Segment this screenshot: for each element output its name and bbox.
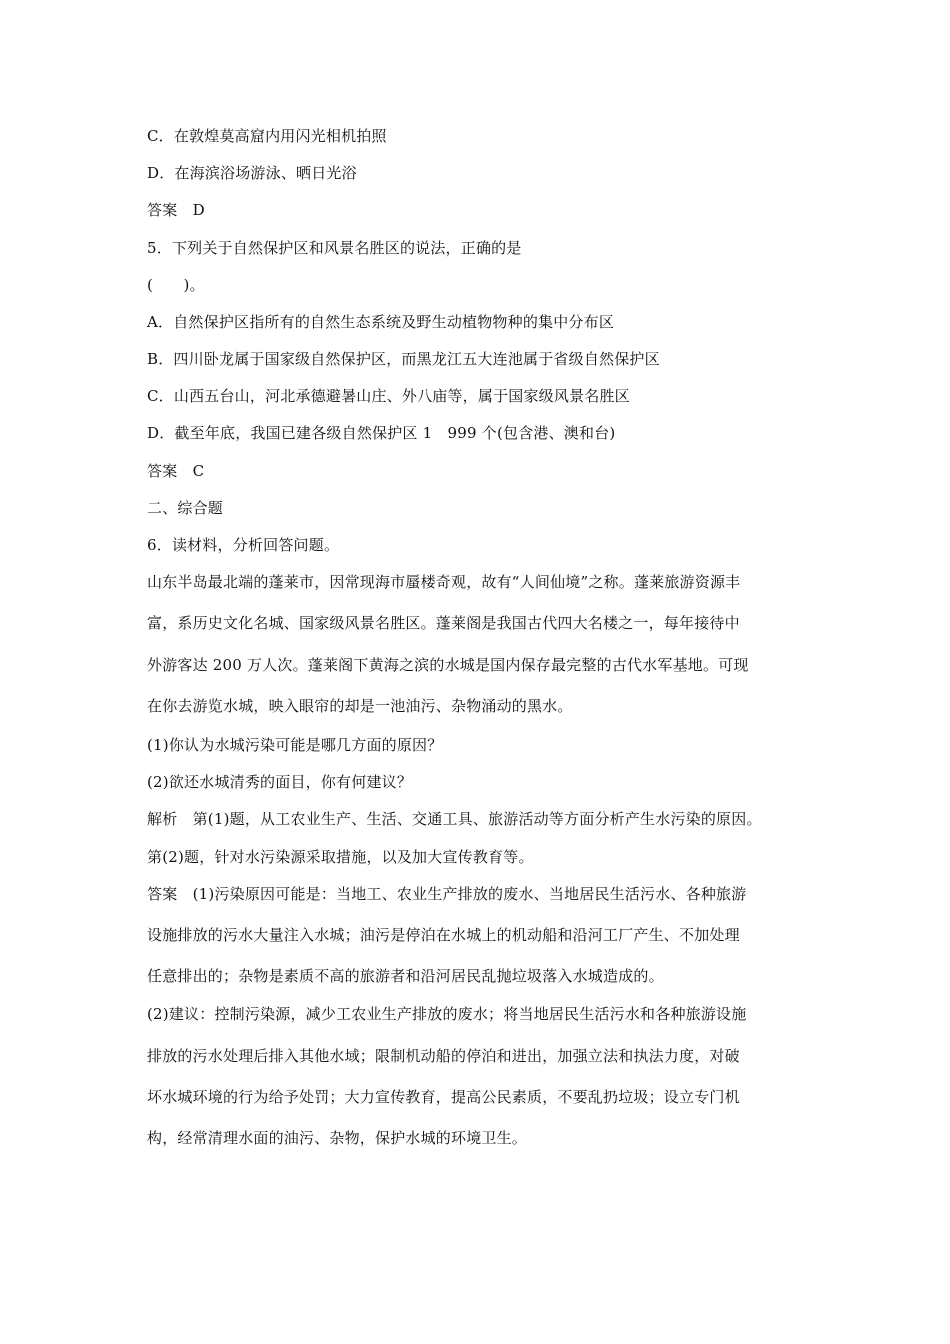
q6-analysis-line: 解析 第(1)题，从工农业生产、生活、交通工具、旅游活动等方面分析产生水污染的原因。 [147,810,762,828]
section-title: 二、综合题 [147,499,224,517]
q6-material-line: 山东半岛最北端的蓬莱市，因常现海市蜃楼奇观，故有“人间仙境”之称。蓬莱旅游资源丰 [147,573,741,591]
q6-material-line: 富，系历史文化名城、国家级风景名胜区。蓬莱阁是我国古代四大名楼之一，每年接待中 [147,614,740,632]
q5-option-c: C．山西五台山，河北承德避暑山庄、外八庙等，属于国家级风景名胜区 [147,387,630,405]
q5-option-d: D．截至年底，我国已建各级自然保护区 1 999 个(包含港、澳和台) [147,424,616,442]
q5-option-b: B．四川卧龙属于国家级自然保护区，而黑龙江五大连池属于省级自然保护区 [147,350,660,368]
q4-option-c: C．在敦煌莫高窟内用闪光相机拍照 [147,127,387,145]
q6-sub-question-2: (2)欲还水城清秀的面目，你有何建议？ [147,773,413,791]
q5-option-a: A．自然保护区指所有的自然生态系统及野生动植物物种的集中分布区 [147,313,615,331]
q6-sub-question-1: (1)你认为水城污染可能是哪几方面的原因？ [147,736,443,754]
q6-answer-1-line: 设施排放的污水大量注入水城；油污是停泊在水城上的机动船和沿河工厂产生、不加处理 [147,926,740,944]
q6-answer-2-line: 坏水城环境的行为给予处罚；大力宣传教育，提高公民素质，不要乱扔垃圾；设立专门机 [147,1088,740,1106]
q6-answer-2-line: 构，经常清理水面的油污、杂物，保护水城的环境卫生。 [147,1129,528,1147]
q6-stem: 6．读材料，分析回答问题。 [147,536,340,554]
q6-answer-2-line: 排放的污水处理后排入其他水域；限制机动船的停泊和进出，加强立法和执法力度，对破 [147,1047,740,1065]
q6-analysis-line: 第(2)题，针对水污染源采取措施，以及加大宣传教育等。 [147,848,534,866]
q6-answer-1-line: 任意排出的；杂物是素质不高的旅游者和沿河居民乱抛垃圾落入水城造成的。 [147,967,664,985]
q4-option-d: D．在海滨浴场游泳、晒日光浴 [147,164,357,182]
q4-answer: 答案 D [147,201,205,219]
q5-blank: ( )。 [147,276,205,294]
q6-material-line: 外游客达 200 万人次。蓬莱阁下黄海之滨的水城是国内保存最完整的古代水军基地。可现 [147,656,749,674]
q5-answer: 答案 C [147,462,205,480]
q6-material-line: 在你去游览水城，映入眼帘的却是一池油污、杂物涌动的黑水。 [147,697,573,715]
q6-answer-1-line: 答案 (1)污染原因可能是：当地工、农业生产排放的废水、当地居民生活污水、各种旅游 [147,885,747,903]
q6-answer-2-line: (2)建议：控制污染源，减少工农业生产排放的废水；将当地居民生活污水和各种旅游设施 [147,1005,747,1023]
q5-stem: 5．下列关于自然保护区和风景名胜区的说法，正确的是 [147,239,522,257]
